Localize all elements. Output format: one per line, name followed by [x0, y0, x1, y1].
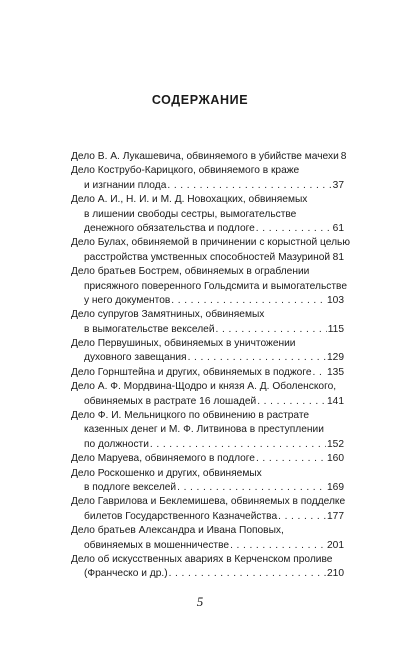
- toc-heading: СОДЕРЖАНИЕ: [151, 93, 249, 107]
- toc-entry-text: в лишении свободы сестры, вымогательстве: [84, 208, 297, 220]
- toc-page-number: 135: [327, 366, 344, 378]
- toc-entry-line: [71, 280, 347, 294]
- toc-page-number: 61: [332, 222, 344, 234]
- toc-entry-line: [71, 524, 344, 538]
- toc-entry-line: [71, 265, 344, 279]
- toc-entry-text: обвиняемых в мошенничестве: [84, 539, 230, 551]
- dot-leader: [257, 395, 326, 409]
- toc-entry-text: расстройства умственных способностей Мазуриной: [84, 251, 331, 263]
- dot-leader: [188, 351, 326, 365]
- toc-entry-line: [71, 539, 344, 553]
- toc-entry-line: [71, 294, 344, 308]
- toc-entry-text: в вымогательстве векселей: [84, 323, 215, 335]
- toc-entry-text: Дело Горнштейна и других, обвиняемых в поджоге: [71, 366, 312, 378]
- toc-entry: [71, 524, 344, 553]
- toc-entry-line: [71, 481, 344, 495]
- dot-leader: [177, 481, 326, 495]
- dot-leader: [150, 438, 326, 452]
- toc-page-number: 129: [327, 352, 344, 364]
- toc-entry-text: по должности: [84, 438, 149, 450]
- toc-entry-text: (Франческо и др.): [84, 568, 168, 580]
- toc-entry-line: [71, 323, 344, 337]
- toc-entry-line: [71, 337, 344, 351]
- toc-page-number: 169: [327, 481, 344, 493]
- dot-leader: [230, 539, 326, 553]
- toc-entry-line: [71, 366, 344, 380]
- toc-entry-text: Дело Гаврилова и Беклемишева, обвиняемых в подделке: [71, 496, 346, 508]
- toc-entry-line: [71, 438, 344, 452]
- toc-entry-line: [71, 179, 344, 193]
- toc-entry-line: [71, 553, 344, 567]
- toc-entry-text: казенных денег и М. Ф. Литвинова в преступлении: [84, 424, 324, 436]
- toc-entry-text: Дело Булах, обвиняемой в причинении с корыстной целью: [71, 237, 350, 249]
- toc-page-number: 141: [327, 395, 344, 407]
- toc-page-number: 115: [327, 323, 344, 335]
- toc-entry-text: Дело супругов Замятниных, обвиняемых: [71, 309, 265, 321]
- toc-entry: [71, 150, 347, 164]
- toc-entry-line: [71, 308, 344, 322]
- toc-entry-line: [71, 495, 344, 509]
- toc-entry: [71, 495, 344, 524]
- toc-entry-text: Дело Маруева, обвиняемого в подлоге: [71, 453, 255, 465]
- toc-entry: [71, 380, 344, 409]
- toc-entry-line: [71, 467, 344, 481]
- toc-entry: [71, 337, 344, 366]
- toc-page-number: 210: [327, 568, 344, 580]
- toc-entry-line: [71, 423, 344, 437]
- toc-page-number: 160: [327, 453, 344, 465]
- toc-entry-text: Дело Первушиных, обвиняемых в уничтожении: [71, 338, 296, 350]
- toc-page-number: 103: [327, 294, 344, 306]
- toc-entry-line: [71, 150, 347, 164]
- toc-entry-text: Дело В. А. Лукашевича, обвиняемого в убийстве мачехи: [71, 151, 339, 162]
- toc-entry-text: Дело Кострубо-Карицкого, обвиняемого в краже: [71, 165, 300, 177]
- toc-entry-text: у него документов: [84, 294, 171, 306]
- toc-entry-text: Дело братьев Александра и Ивана Поповых,: [71, 525, 284, 537]
- toc-entry-text: Дело об искусственных авариях в Керченском проливе: [71, 553, 333, 565]
- toc-entry-text: Дело А. Ф. Мордвина-Щодро и князя А. Д. Оболенского,: [71, 381, 337, 393]
- toc-entry-line: [71, 452, 344, 466]
- dot-leader: [167, 179, 331, 193]
- toc-entry-line: [71, 395, 344, 409]
- toc-entry-text: денежного обязательства и подлоге: [84, 222, 255, 234]
- table-of-contents: [71, 150, 350, 582]
- toc-entry-text: духовного завещания: [84, 352, 187, 364]
- toc-entry-line: [71, 409, 344, 423]
- dot-leader: [313, 366, 327, 380]
- toc-entry: [71, 265, 347, 308]
- toc-entry: [71, 236, 350, 265]
- dot-leader: [171, 294, 326, 308]
- toc-entry-text: Дело А. И., Н. И. и М. Д. Новохацких, обвиняемых: [71, 194, 308, 206]
- toc-page-number: 201: [327, 539, 344, 551]
- toc-entry: [71, 467, 344, 496]
- toc-entry-line: [71, 236, 350, 250]
- toc-entry: [71, 164, 344, 193]
- toc-entry-line: [71, 380, 344, 394]
- toc-entry-line: [71, 251, 344, 265]
- toc-page-number: 37: [332, 179, 344, 191]
- toc-entry-text: Дело Роскошенко и других, обвиняемых: [71, 467, 262, 479]
- toc-entry-text: обвиняемых в растрате 16 лошадей: [84, 395, 257, 407]
- toc-entry-text: присяжного поверенного Гольдсмита и вымогательстве: [84, 280, 347, 292]
- toc-entry-text: билетов Государственного Казначейства: [84, 510, 278, 522]
- dot-leader: [256, 222, 332, 236]
- toc-entry: [71, 553, 344, 582]
- toc-entry-line: [71, 193, 344, 207]
- toc-entry: [71, 193, 344, 236]
- toc-entry-text: Дело братьев Бострем, обвиняемых в ограблении: [71, 266, 310, 278]
- toc-entry-line: [71, 567, 344, 581]
- dot-leader: [169, 567, 326, 581]
- dot-leader: [331, 251, 332, 265]
- toc-entry: [71, 409, 344, 452]
- toc-entry: [71, 452, 344, 466]
- toc-entry: [71, 366, 344, 380]
- toc-entry-text: в подлоге векселей: [84, 481, 177, 493]
- toc-entry-line: [71, 164, 344, 178]
- toc-entry-line: [71, 510, 344, 524]
- toc-page-number: 152: [327, 438, 344, 450]
- toc-entry-line: [71, 208, 344, 222]
- toc-page-number: 8: [340, 151, 347, 162]
- toc-page-number: 177: [327, 510, 344, 522]
- dot-leader: [256, 452, 326, 466]
- toc-entry-line: [71, 351, 344, 365]
- toc-page-number: 81: [332, 251, 344, 263]
- toc-entry-text: и изгнании плода: [84, 179, 167, 191]
- toc-entry: [71, 308, 344, 337]
- toc-entry-text: Дело Ф. И. Мельницкого по обвинению в растрате: [71, 410, 310, 422]
- toc-entry-line: [71, 222, 344, 236]
- dot-leader: [278, 510, 326, 524]
- dot-leader: [216, 323, 327, 337]
- page-number: 5: [196, 594, 204, 609]
